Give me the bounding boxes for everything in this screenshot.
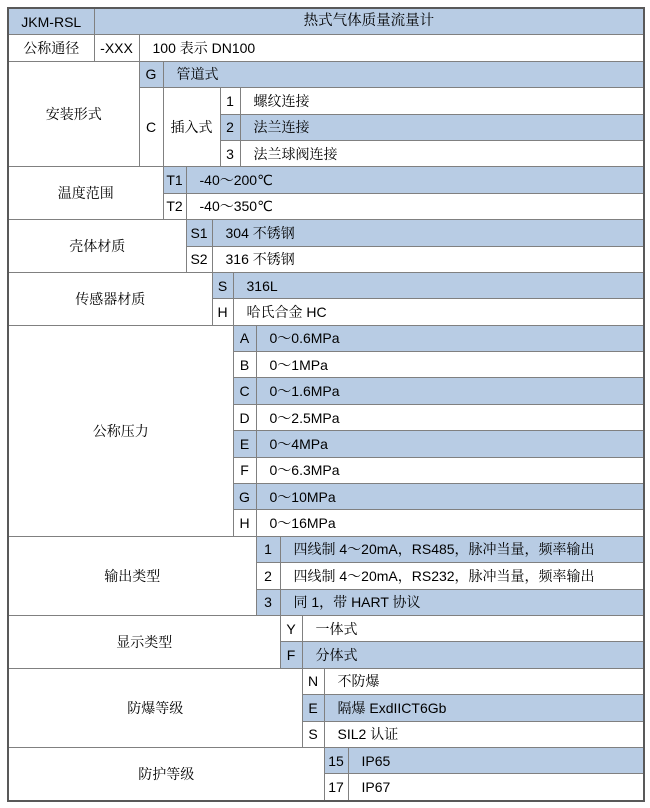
section-label-explosion: 防爆等级: [8, 668, 302, 747]
option-desc-cell: -40～200℃: [186, 167, 644, 193]
table-row: [8, 61, 644, 87]
option-code-cell: S1: [186, 220, 212, 246]
option-code-cell: H: [212, 299, 233, 325]
option-desc-cell: 不防爆: [324, 668, 644, 694]
table-row: [8, 747, 644, 773]
option-desc-cell: 0～10MPa: [256, 484, 644, 510]
option-code-cell: D: [233, 404, 256, 430]
section-label-sensor: 传感器材质: [8, 272, 212, 325]
option-desc-cell: IP65: [348, 747, 644, 773]
table-row: [8, 668, 644, 694]
option-desc-cell: 0～1MPa: [256, 352, 644, 378]
option-code-cell: 1: [256, 536, 280, 562]
product-title-cell: 热式气体质量流量计: [94, 8, 644, 35]
install-pipe-desc-cell: 管道式: [163, 61, 644, 87]
option-code-cell: 15: [324, 747, 348, 773]
table-row: [8, 220, 644, 246]
option-desc-cell: 一体式: [302, 615, 644, 641]
table-row: [8, 325, 644, 351]
install-insert-name-cell: 插入式: [163, 88, 220, 167]
option-code-cell: T2: [163, 193, 186, 219]
dn-desc-cell: 100 表示 DN100: [139, 35, 644, 61]
section-label-dn: 公称通径: [8, 35, 94, 61]
option-desc-cell: 304 不锈钢: [212, 220, 644, 246]
option-code-cell: S: [302, 721, 324, 747]
option-desc-cell: IP67: [348, 774, 644, 801]
option-code-cell: A: [233, 325, 256, 351]
option-desc-cell: 0～1.6MPa: [256, 378, 644, 404]
option-code-cell: 17: [324, 774, 348, 801]
option-code-cell: S2: [186, 246, 212, 272]
option-desc-cell: 分体式: [302, 642, 644, 668]
option-desc-cell: 哈氏合金 HC: [233, 299, 644, 325]
option-desc-cell: 0～6.3MPa: [256, 457, 644, 483]
section-label-temperature: 温度范围: [8, 167, 163, 220]
table-row: [8, 615, 644, 641]
option-desc-cell: 隔爆 ExdIICT6Gb: [324, 695, 644, 721]
section-label-housing: 壳体材质: [8, 220, 186, 273]
option-code-cell: 3: [256, 589, 280, 615]
option-code-cell: E: [302, 695, 324, 721]
option-desc-cell: 法兰连接: [240, 114, 644, 140]
option-desc-cell: 四线制 4～20mA，RS485，脉冲当量，频率输出: [280, 536, 644, 562]
model-code-cell: JKM-RSL: [8, 8, 94, 35]
option-code-cell: 2: [256, 563, 280, 589]
table-row: [8, 8, 644, 35]
option-code-cell: F: [233, 457, 256, 483]
option-code-cell: 1: [220, 88, 240, 114]
section-label-output: 输出类型: [8, 536, 256, 615]
option-desc-cell: 螺纹连接: [240, 88, 644, 114]
option-desc-cell: 0～0.6MPa: [256, 325, 644, 351]
section-label-protection: 防护等级: [8, 747, 324, 800]
option-desc-cell: 法兰球阀连接: [240, 140, 644, 166]
option-desc-cell: 四线制 4～20mA，RS232，脉冲当量，频率输出: [280, 563, 644, 589]
table-row: [8, 35, 644, 61]
section-label-pressure: 公称压力: [8, 325, 233, 536]
option-code-cell: B: [233, 352, 256, 378]
option-desc-cell: SIL2 认证: [324, 721, 644, 747]
option-code-cell: S: [212, 272, 233, 298]
table-row: [8, 167, 644, 193]
option-code-cell: Y: [280, 615, 302, 641]
model-selection-table: [7, 7, 645, 802]
option-code-cell: T1: [163, 167, 186, 193]
option-code-cell: F: [280, 642, 302, 668]
option-desc-cell: 316 不锈钢: [212, 246, 644, 272]
option-code-cell: C: [233, 378, 256, 404]
option-desc-cell: 316L: [233, 272, 644, 298]
option-desc-cell: -40～350℃: [186, 193, 644, 219]
section-label-display: 显示类型: [8, 615, 280, 668]
option-code-cell: 3: [220, 140, 240, 166]
option-desc-cell: 0～4MPa: [256, 431, 644, 457]
option-desc-cell: 0～2.5MPa: [256, 404, 644, 430]
table-row: [8, 272, 644, 298]
install-pipe-code-cell: G: [139, 61, 163, 87]
option-desc-cell: 同 1，带 HART 协议: [280, 589, 644, 615]
section-label-install: 安装形式: [8, 61, 139, 167]
option-desc-cell: 0～16MPa: [256, 510, 644, 536]
option-code-cell: 2: [220, 114, 240, 140]
option-code-cell: G: [233, 484, 256, 510]
dn-code-cell: -XXX: [94, 35, 139, 61]
install-insert-code-cell: C: [139, 88, 163, 167]
option-code-cell: H: [233, 510, 256, 536]
option-code-cell: E: [233, 431, 256, 457]
option-code-cell: N: [302, 668, 324, 694]
table-row: [8, 536, 644, 562]
